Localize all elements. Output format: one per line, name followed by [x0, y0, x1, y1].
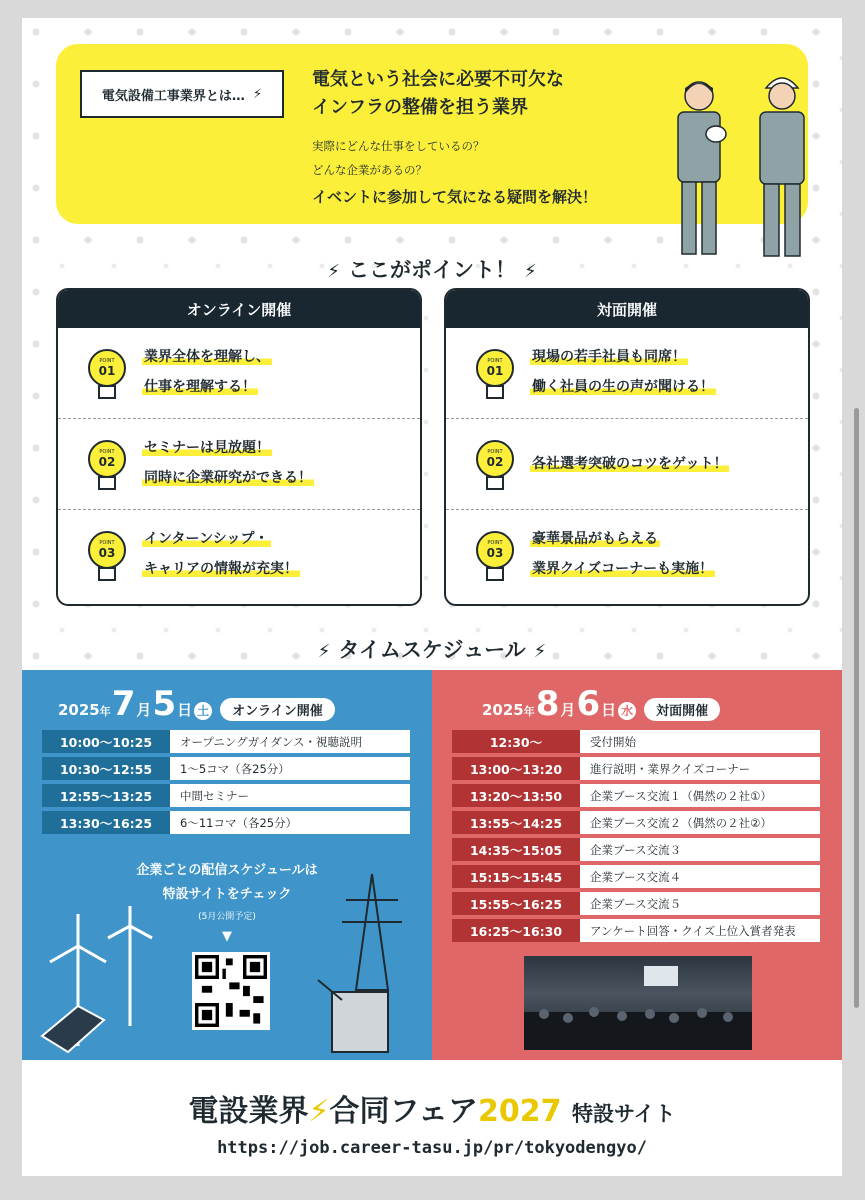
lightbulb-icon: [472, 344, 518, 404]
table-row: 13:55〜14:25 企業ブース交流２（偶然の２社②）: [452, 811, 820, 834]
day-of-week-badge: 土: [194, 702, 212, 720]
table-row: 12:55〜13:25 中間セミナー: [42, 784, 410, 807]
scrollbar[interactable]: [854, 408, 859, 1008]
inperson-point-2: [446, 419, 808, 510]
point-line2: 働く社員の生の声が聞ける！: [532, 379, 714, 395]
lightning-icon: ⚡: [317, 641, 331, 662]
footer-title: 電設業界⚡合同フェア2027 特設サイト: [188, 1094, 676, 1129]
inperson-schedule-table: [452, 730, 820, 946]
lightbulb-icon: [84, 435, 130, 495]
online-schedule-panel: [22, 670, 432, 1060]
intro-panel: [56, 44, 808, 224]
arrow-down-icon: ▼: [222, 929, 232, 944]
renewable-energy-illustration: [38, 906, 168, 1056]
point-line1: 各社選考突破のコツをゲット！: [532, 456, 728, 472]
svg-text:POINT: POINT: [99, 540, 115, 546]
table-row: 15:55〜16:25 企業ブース交流５: [452, 892, 820, 915]
point-line1: 豪華景品がもらえる: [532, 531, 658, 547]
inperson-point-3: [446, 510, 808, 600]
table-row: 10:30〜12:55 1〜5コマ（各25分）: [42, 757, 410, 780]
intro-label-box: [80, 70, 284, 118]
point-line1: 業界全体を理解し、: [144, 349, 270, 365]
point-line2: キャリアの情報が充実！: [144, 561, 298, 577]
table-row: 12:30〜 受付開始: [452, 730, 820, 753]
stream-note-line3: (5月公開予定): [198, 912, 256, 922]
footer: [22, 1060, 842, 1176]
svg-text:03: 03: [98, 546, 116, 560]
inperson-schedule-panel: [432, 670, 842, 1060]
intro-cta: イベントに参加して気になる疑問を解決！: [312, 188, 598, 206]
table-row: 13:20〜13:50 企業ブース交流１（偶然の２社①）: [452, 784, 820, 807]
lightning-icon: ⚡: [524, 261, 537, 282]
lightning-icon: ⚡: [327, 261, 340, 282]
male-worker-illustration: [746, 66, 818, 259]
lightning-icon: ⚡: [252, 86, 263, 102]
schedule-title: ⚡ タイムスケジュール ⚡: [317, 638, 547, 662]
svg-text:POINT: POINT: [99, 358, 115, 364]
table-row: 15:15〜15:45 企業ブース交流４: [452, 865, 820, 888]
online-point-3: [58, 510, 420, 600]
inperson-point-1: [446, 328, 808, 419]
point-line1: 現場の若手社員も同席！: [532, 349, 686, 365]
svg-text:02: 02: [98, 455, 116, 469]
points-title: ⚡ ここがポイント！ ⚡: [327, 258, 537, 282]
intro-question-1: 実際にどんな仕事をしているの？: [312, 139, 485, 153]
lightbulb-icon: [84, 526, 130, 586]
intro-headline: [312, 66, 564, 122]
inperson-card-header: 対面開催: [446, 290, 808, 328]
online-schedule-table: [42, 730, 410, 838]
svg-text:POINT: POINT: [487, 540, 503, 546]
table-row: 10:00〜10:25 オープニングガイダンス・視聴説明: [42, 730, 410, 753]
point-line1: インターンシップ・: [144, 531, 269, 547]
point-line2: 同時に企業研究ができる！: [144, 470, 312, 486]
inperson-date: 2025 年 8 月 6 日 水 対面開催: [482, 684, 720, 724]
site-url-link[interactable]: https://job.career-tasu.jp/pr/tokyodengyo/: [217, 1138, 647, 1158]
stream-note-line2: 特設サイトをチェック: [162, 887, 292, 902]
point-line2: 業界クイズコーナーも実施！: [532, 561, 714, 577]
svg-text:POINT: POINT: [487, 358, 503, 364]
intro-headline-line2: インフラの整備を担う業界: [312, 97, 528, 118]
online-date: 2025 年 7 月 5 日 土 オンライン開催: [58, 684, 335, 724]
lightning-icon: ⚡: [533, 641, 547, 662]
event-venue-photo: [524, 956, 752, 1050]
online-point-2: [58, 419, 420, 510]
online-mode-badge: オンライン開催: [220, 698, 335, 721]
svg-text:01: 01: [98, 364, 116, 378]
lightbulb-icon: [84, 344, 130, 404]
online-points-card: [56, 288, 422, 606]
table-row: 13:30〜16:25 6〜11コマ（各25分）: [42, 811, 410, 834]
female-worker-illustration: [664, 74, 734, 259]
lightning-icon: ⚡: [308, 1094, 330, 1129]
stream-note-line1: 企業ごとの配信スケジュールは: [136, 863, 318, 878]
lightbulb-icon: [472, 435, 518, 495]
qr-code[interactable]: [192, 952, 270, 1030]
svg-text:02: 02: [486, 455, 504, 469]
svg-text:POINT: POINT: [99, 449, 115, 455]
intro-question-2: どんな企業があるの？: [312, 163, 427, 177]
table-row: 14:35〜15:05 企業ブース交流３: [452, 838, 820, 861]
svg-text:03: 03: [486, 546, 504, 560]
venue-photo-graphic: [524, 956, 752, 1050]
svg-text:01: 01: [486, 364, 504, 378]
inperson-mode-badge: 対面開催: [644, 698, 720, 721]
table-row: 16:25〜16:30 アンケート回答・クイズ上位入賞者発表: [452, 919, 820, 942]
inperson-points-card: [444, 288, 810, 606]
flyer-page: [22, 18, 842, 1176]
day-of-week-badge: 水: [618, 702, 636, 720]
point-line2: 仕事を理解する！: [144, 379, 256, 395]
table-row: 13:00〜13:20 進行説明・業界クイズコーナー: [452, 757, 820, 780]
intro-label: 電気設備工事業界とは…: [101, 88, 245, 104]
intro-headline-line1: 電気という社会に必要不可欠な: [312, 69, 564, 90]
online-point-1: [58, 328, 420, 419]
point-line1: セミナーは見放題！: [144, 440, 270, 456]
lightbulb-icon: [472, 526, 518, 586]
power-tower-illustration: [312, 870, 422, 1060]
svg-text:POINT: POINT: [487, 449, 503, 455]
online-card-header: オンライン開催: [58, 290, 420, 328]
